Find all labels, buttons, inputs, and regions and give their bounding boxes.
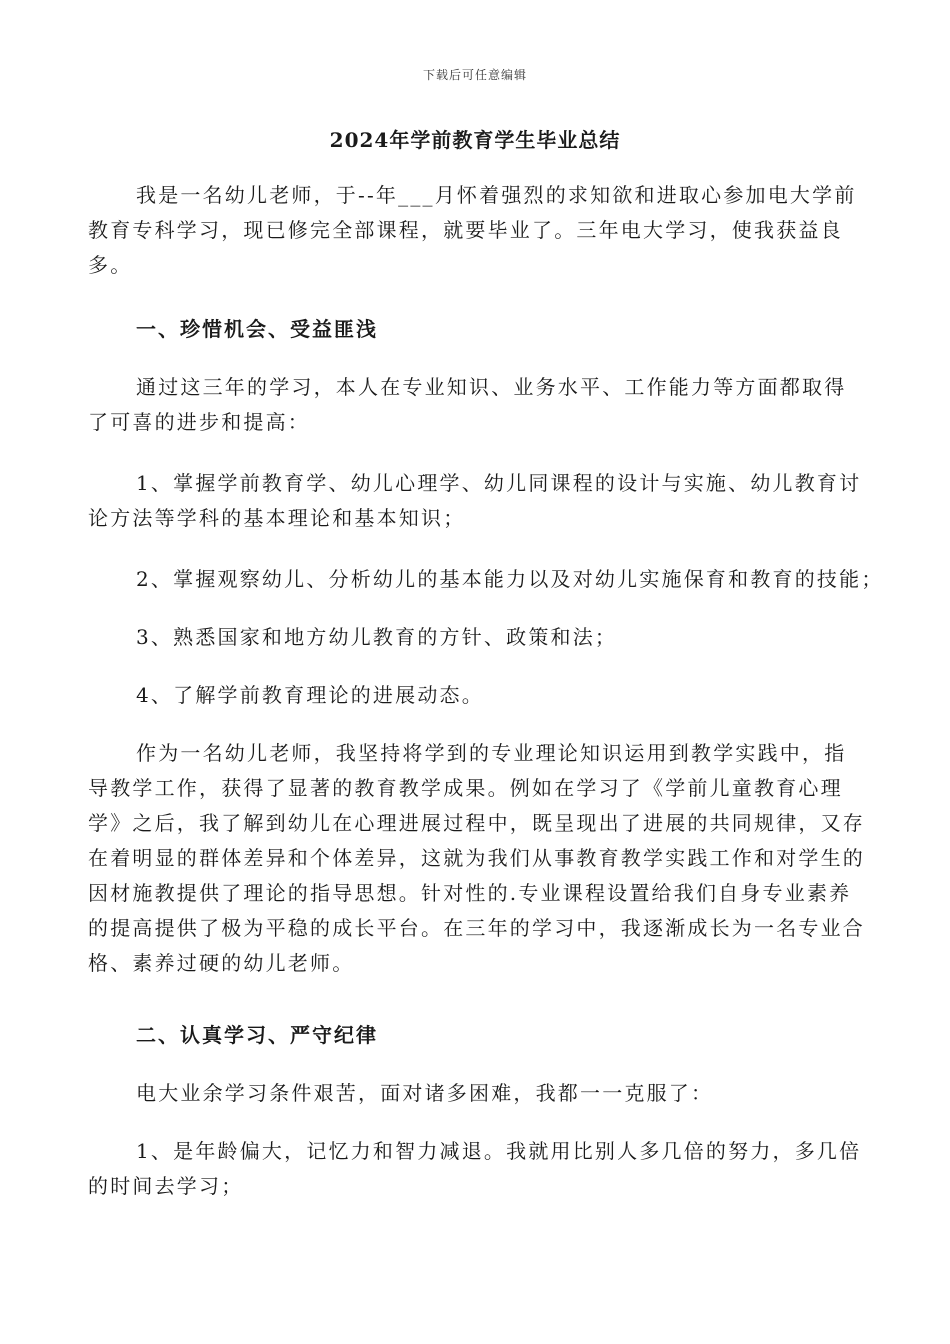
section1-item-3-block <box>88 620 866 655</box>
document-title: 2024年学前教育学生毕业总结 <box>329 128 621 152</box>
section1-block <box>88 312 866 347</box>
intro-paragraph: 我是一名幼儿老师，于--年___月怀着强烈的求知欲和进取心参加电大学前教育专科学习，现已修完全部课程，就要毕业了。三年电大学习，使我获益良多。 <box>88 183 857 277</box>
list-item: 1、是年龄偏大，记忆力和智力减退。我就用比别人多几倍的努力，多几倍的时间去学习； <box>88 1139 862 1198</box>
list-item: 4、了解学前教育理论的进展动态。 <box>136 683 484 707</box>
list-item: 2、掌握观察幼儿、分析幼儿的基本能力以及对幼儿实施保育和教育的技能； <box>136 567 884 591</box>
section1-paragraph-block <box>88 736 866 981</box>
section1-lead: 通过这三年的学习，本人在专业知识、业务水平、工作能力等方面都取得了可喜的进步和提高： <box>88 375 847 434</box>
section2-lead: 电大业余学习条件艰苦，面对诸多困难，我都一一克服了： <box>136 1081 714 1105</box>
section2-heading: 二、认真学习、严守纪律 <box>136 1023 378 1047</box>
section2-item-1-block <box>88 1134 866 1204</box>
section1-lead-block <box>88 370 866 440</box>
list-item: 1、掌握学前教育学、幼儿心理学、幼儿同课程的设计与实施、幼儿教育讨论方法等学科的基本理论和基本知识； <box>88 471 862 530</box>
section1-item-4-block <box>88 678 866 713</box>
section1-item-1-block <box>88 466 866 536</box>
section1-item-2-block <box>88 562 888 597</box>
list-item: 3、熟悉国家和地方幼儿教育的方针、政策和法； <box>136 625 618 649</box>
section2-lead-block <box>88 1076 866 1111</box>
header-note: 下载后可任意编辑 <box>422 68 527 82</box>
section1-heading: 一、珍惜机会、受益匪浅 <box>136 317 378 341</box>
section1-paragraph: 作为一名幼儿老师，我坚持将学到的专业理论知识运用到教学实践中，指导教学工作，获得了显著的教育教学成果。例如在学习了《学前儿童教育心理学》之后，我了解到幼儿在心理进展过程中，既呈现出了进展的共同规律，又存在着明显的群体差异和个体差异，这就为我们从事教育教学实践工作和对学生的因材施教提供了理论的指导思想。针对性的.专业课程设置给我们自身专业素养的提高提供了极为平稳的成长平台。在三年的学习中，我逐渐成长为一名专业合格、素养过硬的幼儿老师。 <box>88 741 865 975</box>
section2-block <box>88 1018 866 1053</box>
intro-block <box>88 178 866 283</box>
